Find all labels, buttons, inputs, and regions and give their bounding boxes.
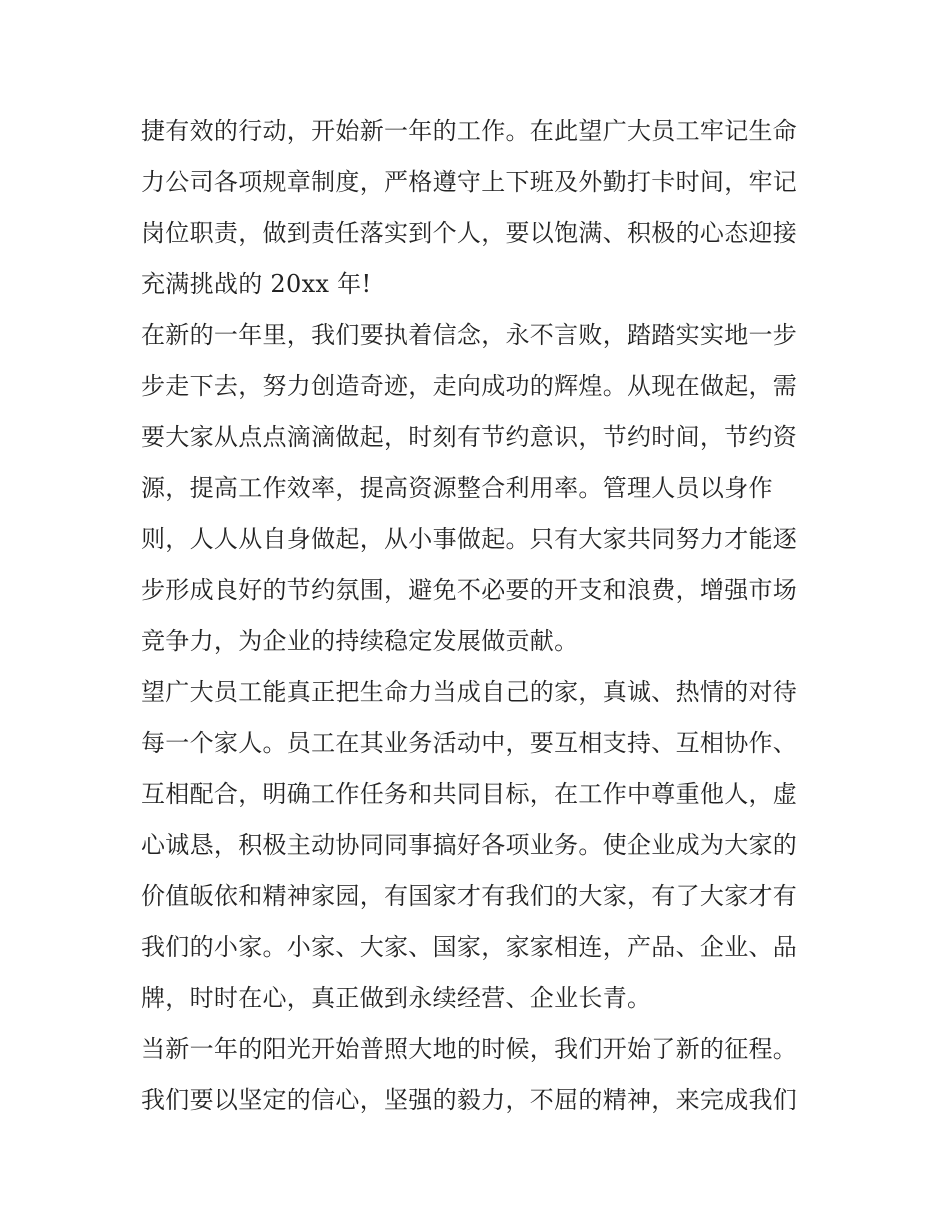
text-line: 步形成良好的节约氛围，避免不必要的开支和浪费，增强市场 <box>141 576 798 604</box>
text-line: 牌，时时在心，真正做到永续经营、企业长青。 <box>141 984 652 1012</box>
text-line: 望广大员工能真正把生命力当成自己的家，真诚、热情的对待 <box>141 678 798 706</box>
text-line: 则，人人从自身做起，从小事做起。只有大家共同努力才能逐 <box>141 525 798 553</box>
text-line: 步走下去，努力创造奇迹，走向成功的辉煌。从现在做起，需 <box>141 372 798 400</box>
text-line: 岗位职责，做到责任落实到个人，要以饱满、积极的心态迎接 <box>141 219 798 247</box>
text-line: 当新一年的阳光开始普照大地的时候，我们开始了新的征程。 <box>141 1035 798 1063</box>
text-line: 充满挑战的 20xx 年! <box>141 270 372 298</box>
text-line: 心诚恳，积极主动协同同事搞好各项业务。使企业成为大家的 <box>141 831 798 859</box>
text-line: 每一个家人。员工在其业务活动中，要互相支持、互相协作、 <box>141 729 798 757</box>
text-line: 互相配合，明确工作任务和共同目标，在工作中尊重他人，虚 <box>141 780 798 808</box>
text-line: 竞争力，为企业的持续稳定发展做贡献。 <box>141 627 579 655</box>
text-line: 我们要以坚定的信心，坚强的毅力，不屈的精神，来完成我们 <box>141 1086 798 1114</box>
text-line: 在新的一年里，我们要执着信念，永不言败，踏踏实实地一步 <box>141 321 798 349</box>
text-line: 力公司各项规章制度，严格遵守上下班及外勤打卡时间，牢记 <box>141 168 798 196</box>
text-line: 要大家从点点滴滴做起，时刻有节约意识，节约时间，节约资 <box>141 423 798 451</box>
text-line: 我们的小家。小家、大家、国家，家家相连，产品、企业、品 <box>141 933 798 961</box>
text-line: 源，提高工作效率，提高资源整合利用率。管理人员以身作 <box>141 474 773 502</box>
text-line: 价值皈依和精神家园，有国家才有我们的大家，有了大家才有 <box>141 882 798 910</box>
body-text <box>141 106 821 1126</box>
text-line: 捷有效的行动，开始新一年的工作。在此望广大员工牢记生命 <box>141 117 798 145</box>
